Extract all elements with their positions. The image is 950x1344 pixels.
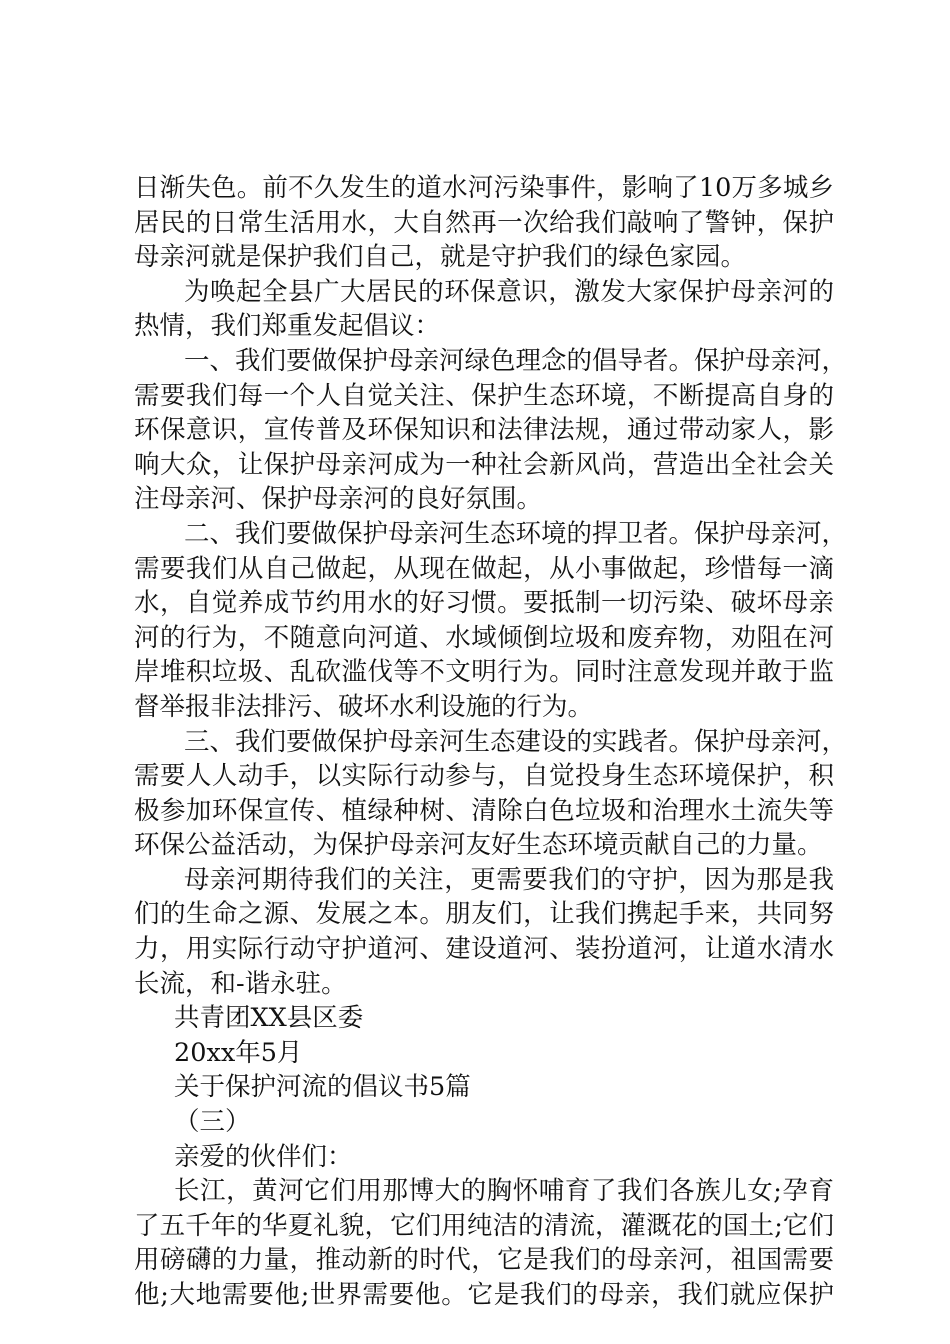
text-line: 需要人人动手，以实际行动参与，自觉投身生态环境保护，积 bbox=[134, 761, 834, 792]
text-line: 一、我们要做保护母亲河绿色理念的倡导者。保护母亲河， bbox=[184, 345, 848, 376]
text-line: 力，用实际行动守护道河、建设道河、装扮道河，让道水清水 bbox=[134, 934, 834, 965]
text-line: 长流，和-谐永驻。 bbox=[134, 968, 347, 999]
text-line: 岸堆积垃圾、乱砍滥伐等不文明行为。同时注意发现并敢于监 bbox=[134, 657, 834, 688]
text-line: 热情，我们郑重发起倡议： bbox=[134, 311, 441, 342]
section-number: （三） bbox=[174, 1107, 251, 1138]
signature-org: 共青团XX县区委 bbox=[174, 1003, 364, 1034]
text-line: 母亲河就是保护我们自己，就是守护我们的绿色家园。 bbox=[134, 242, 747, 273]
text-line: 用磅礴的力量，推动新的时代，它是我们的母亲河，祖国需要 bbox=[134, 1245, 834, 1276]
signature-date: 20xx年5月 bbox=[174, 1037, 303, 1068]
text-line: 水，自觉养成节约用水的好习惯。要抵制一切污染、破坏母亲 bbox=[134, 588, 834, 619]
text-line: 注母亲河、保护母亲河的良好氛围。 bbox=[134, 484, 543, 515]
text-line: 了五千年的华夏礼貌，它们用纯洁的清流，灌溉花的国土;它们 bbox=[134, 1210, 834, 1241]
text-line: 河的行为，不随意向河道、水域倾倒垃圾和废弃物，劝阻在河 bbox=[134, 622, 834, 653]
text-line: 环保公益活动，为保护母亲河友好生态环境贡献自己的力量。 bbox=[134, 830, 823, 861]
salutation: 亲爱的伙伴们： bbox=[174, 1141, 353, 1172]
text-line: 需要我们从自己做起，从现在做起，从小事做起，珍惜每一滴 bbox=[134, 553, 834, 584]
text-line: 督举报非法排污、破坏水利设施的行为。 bbox=[134, 691, 594, 722]
text-line: 母亲河期待我们的关注，更需要我们的守护，因为那是我 bbox=[184, 864, 834, 895]
section-title: 关于保护河流的倡议书5篇 bbox=[174, 1072, 471, 1103]
text-line: 长江，黄河它们用那博大的胸怀哺育了我们各族儿女;孕育 bbox=[174, 1176, 834, 1207]
text-line: 三、我们要做保护母亲河生态建设的实践者。保护母亲河， bbox=[184, 726, 848, 757]
text-line: 居民的日常生活用水，大自然再一次给我们敲响了警钟，保护 bbox=[134, 207, 834, 238]
text-line: 们的生命之源、发展之本。朋友们，让我们携起手来，共同努 bbox=[134, 899, 834, 930]
text-line: 他;大地需要他;世界需要他。它是我们的母亲，我们就应保护 bbox=[134, 1280, 834, 1310]
text-line: 响大众，让保护母亲河成为一种社会新风尚，营造出全社会关 bbox=[134, 449, 834, 480]
document-body bbox=[134, 171, 848, 1313]
text-line: 极参加环保宣传、植绿种树、清除白色垃圾和治理水土流失等 bbox=[134, 795, 834, 826]
text-line: 需要我们每一个人自觉关注、保护生态环境，不断提高自身的 bbox=[134, 380, 834, 411]
text-line: 日渐失色。前不久发生的道水河污染事件，影响了10万多城乡 bbox=[134, 173, 834, 203]
text-line: 二、我们要做保护母亲河生态环境的捍卫者。保护母亲河， bbox=[184, 518, 848, 549]
text-line: 环保意识，宣传普及环保知识和法律法规，通过带动家人，影 bbox=[134, 415, 834, 446]
text-line: 为唤起全县广大居民的环保意识，激发大家保护母亲河的 bbox=[184, 276, 834, 307]
